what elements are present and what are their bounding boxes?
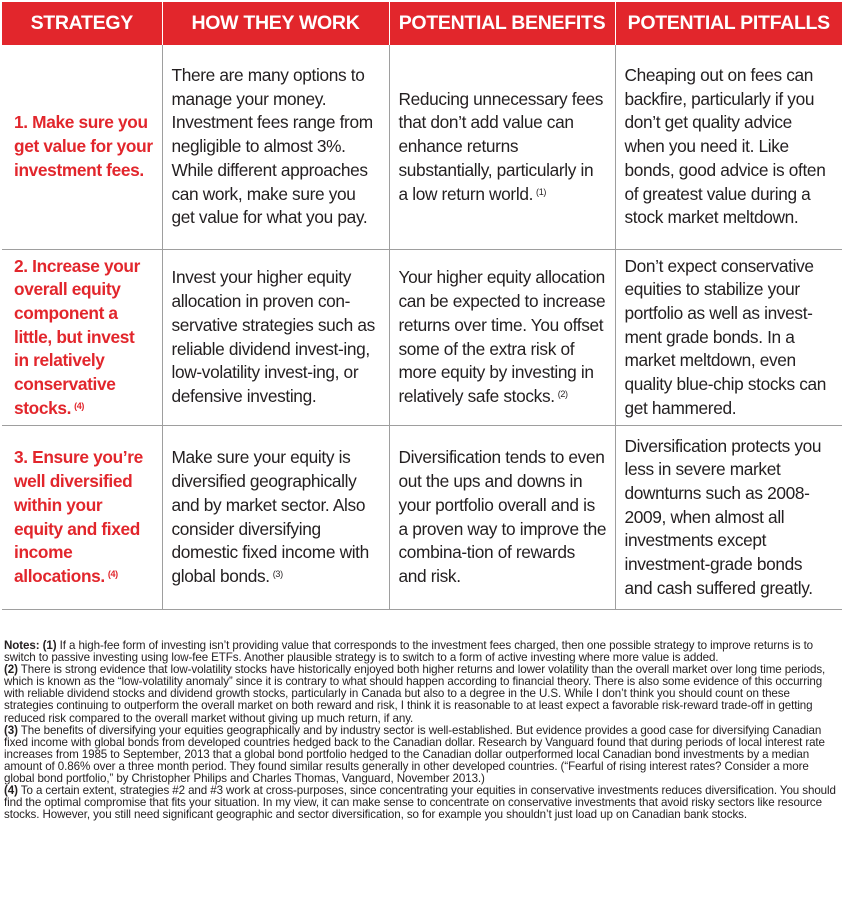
- pitfalls-cell: Diversification protects you less in severe market downturns such as 2008-2009, when almost all investments except investment-grade bonds and cash suffered greatly.: [615, 426, 842, 610]
- note-1-text: If a high-fee form of investing isn’t providing value that corresponds to the investment fees charged, then one possible strategy to improve returns is to switch to passive investing using low-fee ETFs. Another plausible strategy is to switch to a form of active investing where more value is added.: [4, 639, 814, 665]
- benefits-cell: Diversification tends to even out the ups and downs in your portfolio overall and is a proven way to improve the combina-tion of rewards and risk.: [389, 426, 615, 610]
- benefits-cell: Your higher equity allocation can be expected to increase returns over time. You offset some of the extra risk of more equity by investing in relatively safe stocks. $^{(2)}$: [389, 250, 615, 426]
- note-4: [4, 785, 840, 821]
- how-cell: Make sure your equity is diversified geographically and by market sector. Also consider diversifying domestic fixed income with global bonds. $^{(3)}$: [162, 426, 389, 610]
- benefits-cell: Reducing unnecessary fees that don’t add value can enhance returns substantially, particularly in a low return world. $^{(1)}$: [389, 45, 615, 250]
- table-row: [2, 250, 842, 426]
- how-cell: There are many options to manage your money. Investment fees range from negligible to almost 3%. While different approaches can work, make sure you get value for what you pay.: [162, 45, 389, 250]
- note-1-label: (1): [42, 639, 57, 652]
- how-cell: Invest your higher equity allocation in proven con-servative strategies such as reliable dividend invest-ing, low-volatility invest-ing, or defensive investing.: [162, 250, 389, 426]
- footnotes: [4, 640, 840, 821]
- table-row: [2, 426, 842, 610]
- strategy-cell: 2. Increase your overall equity component a little, but invest in relatively conservative stocks. $^{(4)}$: [2, 250, 162, 426]
- note-2-label: (2): [4, 663, 18, 677]
- note-1: [4, 640, 840, 664]
- header-potential-pitfalls: POTENTIAL PITFALLS: [615, 2, 842, 45]
- header-row: [2, 2, 842, 45]
- note-3-label: (3): [4, 723, 18, 737]
- note-2-text: There is strong evidence that low-volatility stocks have historically enjoyed both higher returns and lower volatility than the overall market over long time periods, which is known as the “low-volatility anomaly” since it is contrary to what should happen according to financial theory. There is also some evidence of this occurring with reliable dividend stocks and dividend growth stocks, particularly in Canada but also to a degree in the U.S. While I don’t think you should count on these strategies continuing to outperform the overall market on both reward and risk, I think it is reasonable to at least expect a favorable risk-reward trade-off in getting reduced risk compared to the overall market without giving up much return, if any.: [4, 663, 826, 725]
- notes-label: Notes:: [4, 639, 40, 652]
- note-3-text: The benefits of diversifying your equities geographically and by industry sector is well-established. But evidence provides a good case for diversifying Canadian fixed income with global bonds from developed countries hedged back to the Canadian dollar. Research by Vanguard found that during periods of local interest rate increases from 1985 to September, 2013 that a global bond portfolio hedged to the Canadian dollar outperformed local Canadian bond investments by a median amount of 0.86% over a three month period. They found similar results generally in other developed countries. (“Fearful of rising interest rates? Consider a more global bond portfolio,” by Christopher Philips and Charles Thomas, Vanguard, November 2013.): [4, 723, 825, 786]
- note-2: [4, 664, 840, 724]
- header-potential-benefits: POTENTIAL BENEFITS: [389, 2, 615, 45]
- pitfalls-cell: Don’t expect conservative equities to stabilize your portfolio as well as invest-ment grade bonds. In a market meltdown, even quality blue-chip stocks can get hammered.: [615, 250, 842, 426]
- table-row: [2, 45, 842, 250]
- pitfalls-cell: Cheaping out on fees can backfire, particularly if you don’t get quality advice when you need it. Like bonds, good advice is often of greatest value during a stock market meltdown.: [615, 45, 842, 250]
- header-how-they-work: HOW THEY WORK: [162, 2, 389, 45]
- strategy-table: [2, 2, 842, 610]
- header-strategy: STRATEGY: [2, 2, 162, 45]
- note-4-text: To a certain extent, strategies #2 and #3 work at cross-purposes, since concentrating your equities in conservative investments reduces diversification. You should find the optimal compromise that fits your situation. In my view, it can make sense to concentrate on conservative investments that avoid risky sectors like resource stocks. However, you still need significant geographic and sector diversification, so for example you shouldn’t just load up on Canadian bank stocks.: [4, 784, 836, 822]
- note-3: [4, 725, 840, 785]
- note-4-label: (4): [4, 784, 18, 798]
- strategy-cell: 3. Ensure you’re well diversified within your equity and fixed income allocations. $^{(4)}$: [2, 426, 162, 610]
- strategy-cell: 1. Make sure you get value for your investment fees.: [2, 45, 162, 250]
